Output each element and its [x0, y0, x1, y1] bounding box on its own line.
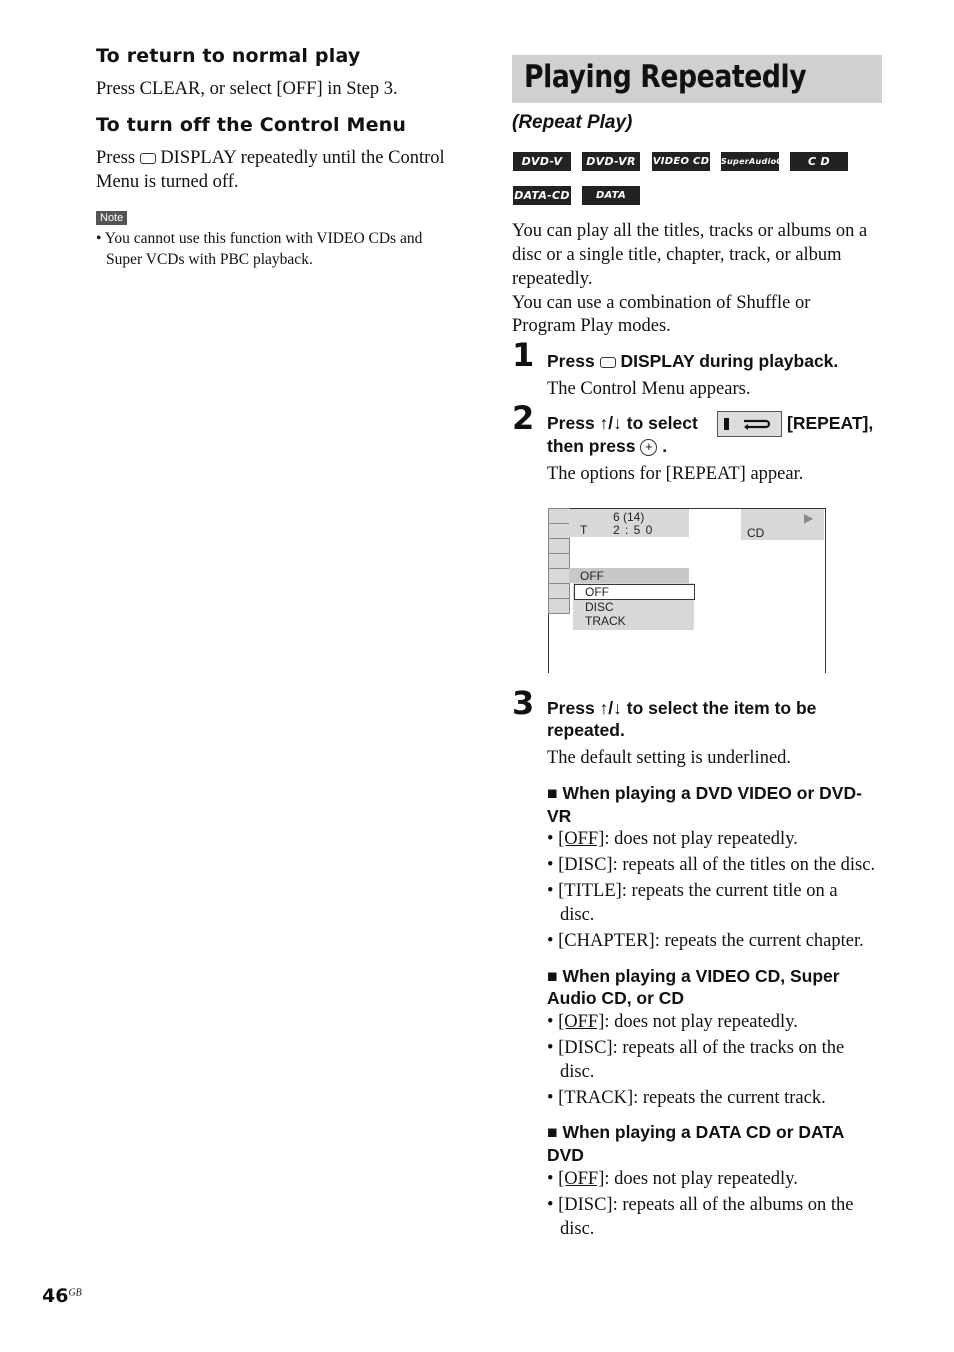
- step2-instruction-b: [REPEAT],: [787, 413, 874, 433]
- osd-option-disc[interactable]: DISC: [585, 600, 614, 614]
- badge-dvd-v: DVD-V: [513, 152, 571, 171]
- data-heading-line2: DVD: [547, 1145, 584, 1165]
- note-line2: Super VCDs with PBC playback.: [106, 251, 313, 268]
- dvd-bullet-title-2: disc.: [560, 905, 595, 925]
- display-button-icon: [600, 357, 616, 368]
- step1-instruction: [547, 350, 838, 372]
- vcd-bullet-disc-1: • [DISC]: repeats all of the tracks on the: [547, 1038, 845, 1058]
- dvd-bullet-chapter: • [CHAPTER]: repeats the current chapter.: [547, 931, 864, 951]
- dvd-bullet-title-1: • [TITLE]: repeats the current title on a: [547, 881, 838, 901]
- turnoff-press: Press: [96, 148, 136, 168]
- vcd-heading-line1: ■ When playing a VIDEO CD, Super: [547, 966, 840, 986]
- square-bullet-icon: ■: [547, 1122, 563, 1142]
- dvd-bullet-off: • [OFF]: does not play repeatedly.: [547, 829, 798, 849]
- intro-line5: Program Play modes.: [512, 316, 671, 336]
- square-bullet-icon: ■: [547, 783, 563, 803]
- vcd-heading-line2: Audio CD, or CD: [547, 988, 685, 1008]
- page-number: $46^{GB}$: [42, 1285, 82, 1307]
- note-line1: • You cannot use this function with VIDEO CDs and: [96, 230, 423, 247]
- badge-super-audio-cd: SuperAudioCD: [721, 152, 779, 171]
- turnoff-rest1: DISPLAY repeatedly until the Control: [160, 148, 445, 168]
- step2-then-press: then press: [547, 436, 636, 456]
- step1-result: The Control Menu appears.: [547, 379, 751, 399]
- intro-line1: You can play all the titles, tracks or albums on a: [512, 221, 868, 241]
- display-button-icon: [140, 153, 156, 164]
- step1-number: 1: [512, 336, 535, 374]
- osd-option-off[interactable]: OFF: [585, 585, 609, 599]
- turnoff-rest2: Menu is turned off.: [96, 172, 239, 192]
- badge-cd: C D: [790, 152, 848, 171]
- badge-dvd-vr: DVD-VR: [582, 152, 640, 171]
- step3-result: The default setting is underlined.: [547, 748, 792, 768]
- return-heading: To return to normal play: [96, 45, 361, 67]
- step3-line2: repeated.: [547, 720, 625, 740]
- osd-time: 2 : 5 0: [613, 523, 654, 537]
- osd-t-label: T: [580, 523, 588, 537]
- step2-instruction-c: [547, 435, 667, 457]
- control-menu-screen: [548, 508, 825, 672]
- square-bullet-icon: ■: [547, 966, 563, 986]
- section-title-bar: [512, 55, 882, 103]
- section-subtitle: (Repeat Play): [512, 112, 633, 133]
- dvd-heading-line2: VR: [547, 806, 572, 826]
- step1-rest: DISPLAY during playback.: [620, 351, 839, 371]
- osd-disc-type: CD: [747, 526, 765, 540]
- turnoff-heading: To turn off the Control Menu: [96, 114, 407, 136]
- badge-data-cd: DATA-CD: [513, 186, 571, 205]
- intro-line3: repeatedly.: [512, 269, 593, 289]
- osd-option-track[interactable]: TRACK: [585, 614, 626, 628]
- dvd-bullet-disc: • [DISC]: repeats all of the titles on the disc.: [547, 855, 876, 875]
- vcd-bullet-track: • [TRACK]: repeats the current track.: [547, 1088, 826, 1108]
- data-bullet-off: • [OFF]: does not play repeatedly.: [547, 1169, 798, 1189]
- step3-line1: Press ↑/↓ to select the item to be: [547, 698, 817, 718]
- step2-period: .: [662, 436, 668, 456]
- step3-number: 3: [512, 684, 535, 722]
- data-heading-line1: ■ When playing a DATA CD or DATA: [547, 1122, 845, 1142]
- data-bullet-disc-2: disc.: [560, 1219, 595, 1239]
- data-bullet-disc-1: • [DISC]: repeats all of the albums on the: [547, 1195, 854, 1215]
- intro-line4: You can use a combination of Shuffle or: [512, 293, 811, 313]
- note-badge: Note: [96, 211, 127, 225]
- return-text: Press CLEAR, or select [OFF] in Step 3.: [96, 79, 398, 99]
- step1-press: Press: [547, 351, 595, 371]
- step2-number: 2: [512, 399, 535, 437]
- turnoff-text: [96, 146, 445, 170]
- section-title: Playing Repeatedly: [524, 59, 807, 95]
- dvd-heading-line1: ■ When playing a DVD VIDEO or DVD-: [547, 783, 862, 803]
- repeat-menu-icon: [717, 411, 782, 437]
- vcd-bullet-disc-2: disc.: [560, 1062, 595, 1082]
- osd-track-count: 6 (14): [613, 510, 645, 524]
- step2-result: The options for [REPEAT] appear.: [547, 464, 804, 484]
- intro-line2: disc or a single title, chapter, track, or album: [512, 245, 842, 265]
- osd-play-icon: ▶: [804, 511, 814, 525]
- enter-button-icon: +: [640, 439, 657, 456]
- badge-data-dvd: DATA DVD: [582, 186, 640, 205]
- osd-current-value: OFF: [580, 569, 604, 583]
- badge-video-cd: VIDEO CD: [652, 152, 710, 171]
- step2-instruction-a: Press ↑/↓ to select: [547, 413, 698, 433]
- vcd-bullet-off: • [OFF]: does not play repeatedly.: [547, 1012, 798, 1032]
